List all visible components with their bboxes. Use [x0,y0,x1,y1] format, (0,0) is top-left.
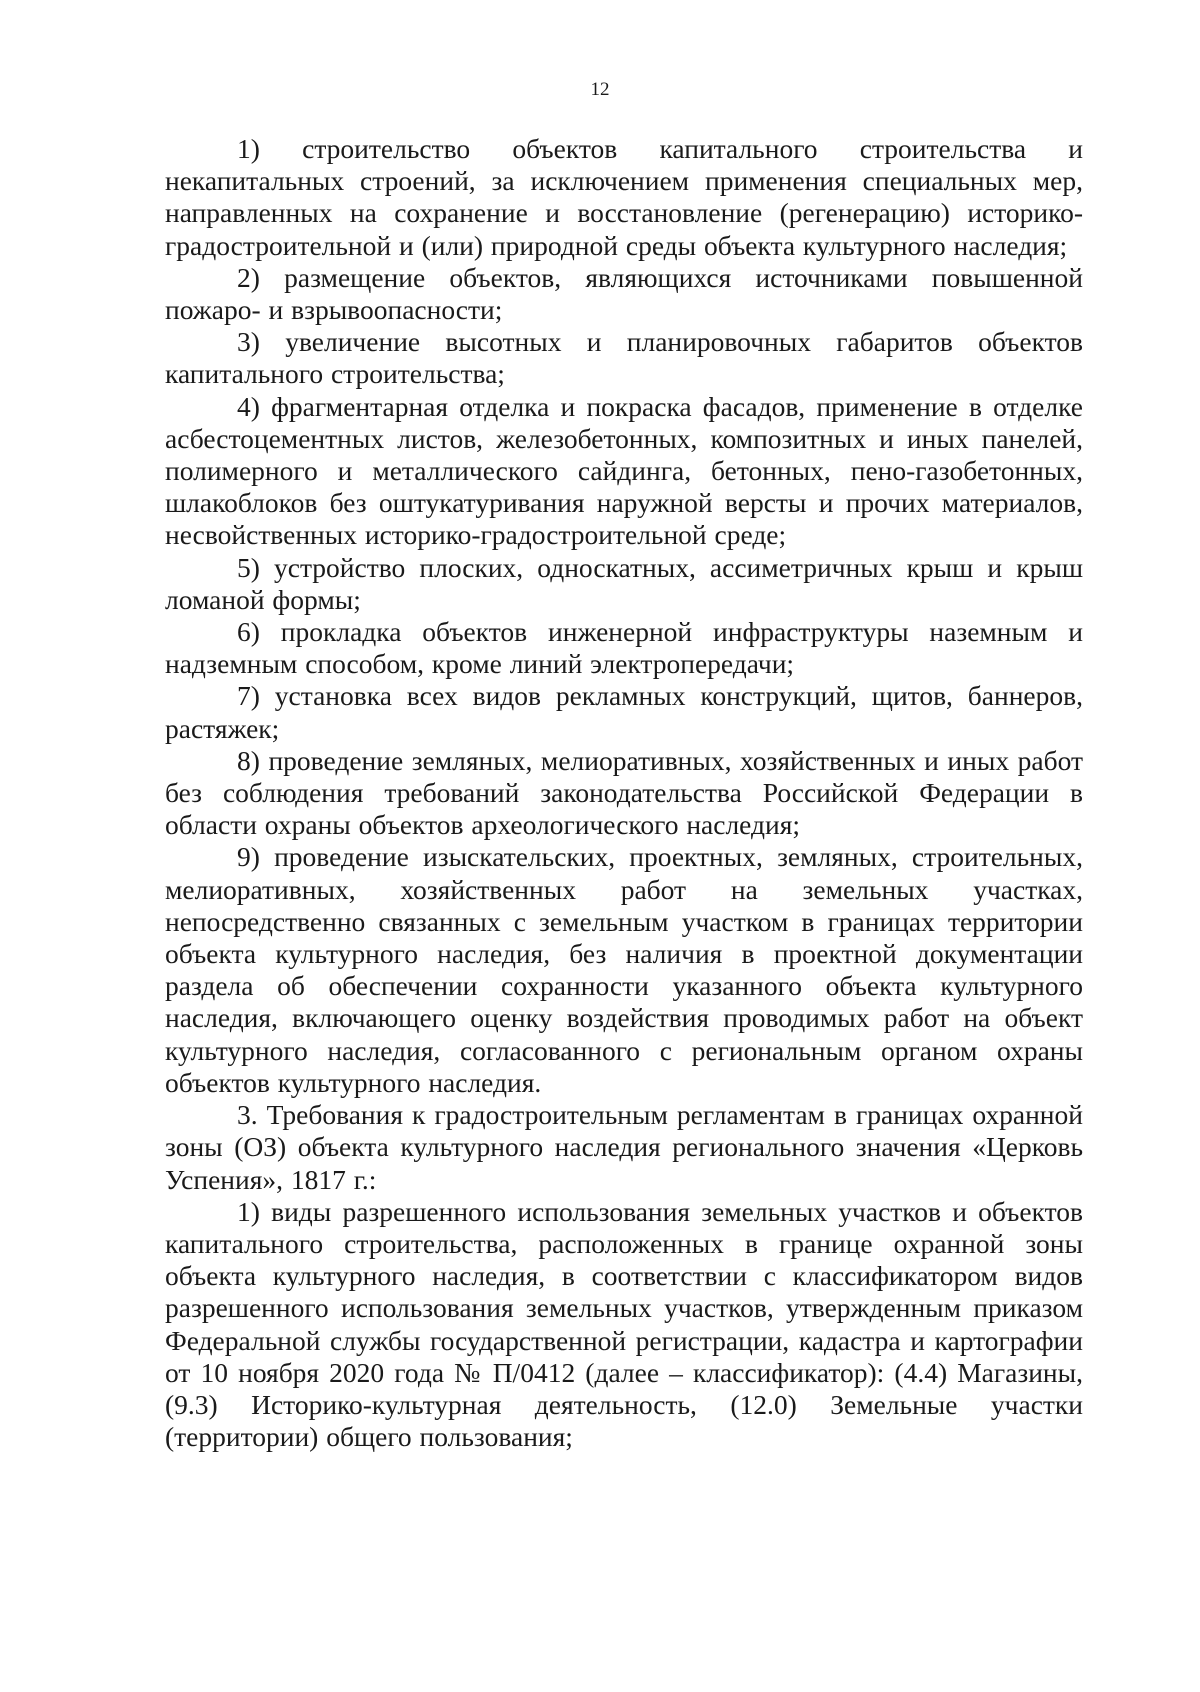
page-number: 12 [590,79,610,100]
list-item-3: 3) увеличение высотных и планировочных габаритов объектов капитального строительства; [165,326,1083,390]
list-item-7: 7) установка всех видов рекламных конструкций, щитов, баннеров, растяжек; [165,680,1083,744]
list-item-2: 2) размещение объектов, являющихся источниками повышенной пожаро- и взрывоопасности; [165,261,1083,326]
document-body [165,133,1083,1453]
list-item-8: 8) проведение земляных, мелиоративных, хозяйственных и иных работ без соблюдения требований законодательства Российской Федерации в области охраны объектов археологического наследия; [165,744,1083,841]
list-item-4: 4) фрагментарная отделка и покраска фасадов, применение в отделке асбестоцементных листов, железобетонных, композитных и иных панелей, полимерного и металлического сайдинга, бетонных, пено-газобетонных, шлакоблоков без оштукатуривания наружной версты и прочих материалов, несвойственных историко-градостроительной среде; [165,390,1083,551]
section-3-item-1: 1) виды разрешенного использования земельных участков и объектов капитального строительства, расположенных в границе охранной зоны объекта культурного наследия, в соответствии с классификатором видов разрешенного использования земельных участков, утвержденным приказом Федеральной службы государственной регистрации, кадастра и картографии от 10 ноября 2020 года № П/0412 (далее – классификатор): (4.4) Магазины, (9.3) Историко-культурная деятельность, (12.0) Земельные участки (территории) общего пользования; [165,1195,1083,1453]
list-item-9: 9) проведение изыскательских, проектных, земляных, строительных, мелиоративных, хозяйственных работ на земельных участках, непосредственно связанных с земельным участком в границах территории объекта культурного наследия, без наличия в проектной документации раздела об обеспечении сохранности указанного объекта культурного наследия, включающего оценку воздействия проводимых работ на объект культурного наследия, согласованного с региональным органом охраны объектов культурного наследия. [165,841,1083,1098]
list-item-5: 5) устройство плоских, односкатных, ассиметричных крыш и крыш ломаной формы; [165,551,1083,615]
list-item-1: 1) строительство объектов капитального строительства и некапитальных строений, за исключением применения специальных мер, направленных на сохранение и восстановление (регенерацию) историко-градостроительной и (или) природной среды объекта культурного наследия; [165,133,1083,261]
list-item-6: 6) прокладка объектов инженерной инфраструктуры наземным и надземным способом, кроме линий электропередачи; [165,616,1083,680]
section-3-heading: 3. Требования к градостроительным регламентам в границах охранной зоны (ОЗ) объекта культурного наследия регионального значения «Церковь Успения», 1817 г.: [165,1099,1083,1195]
